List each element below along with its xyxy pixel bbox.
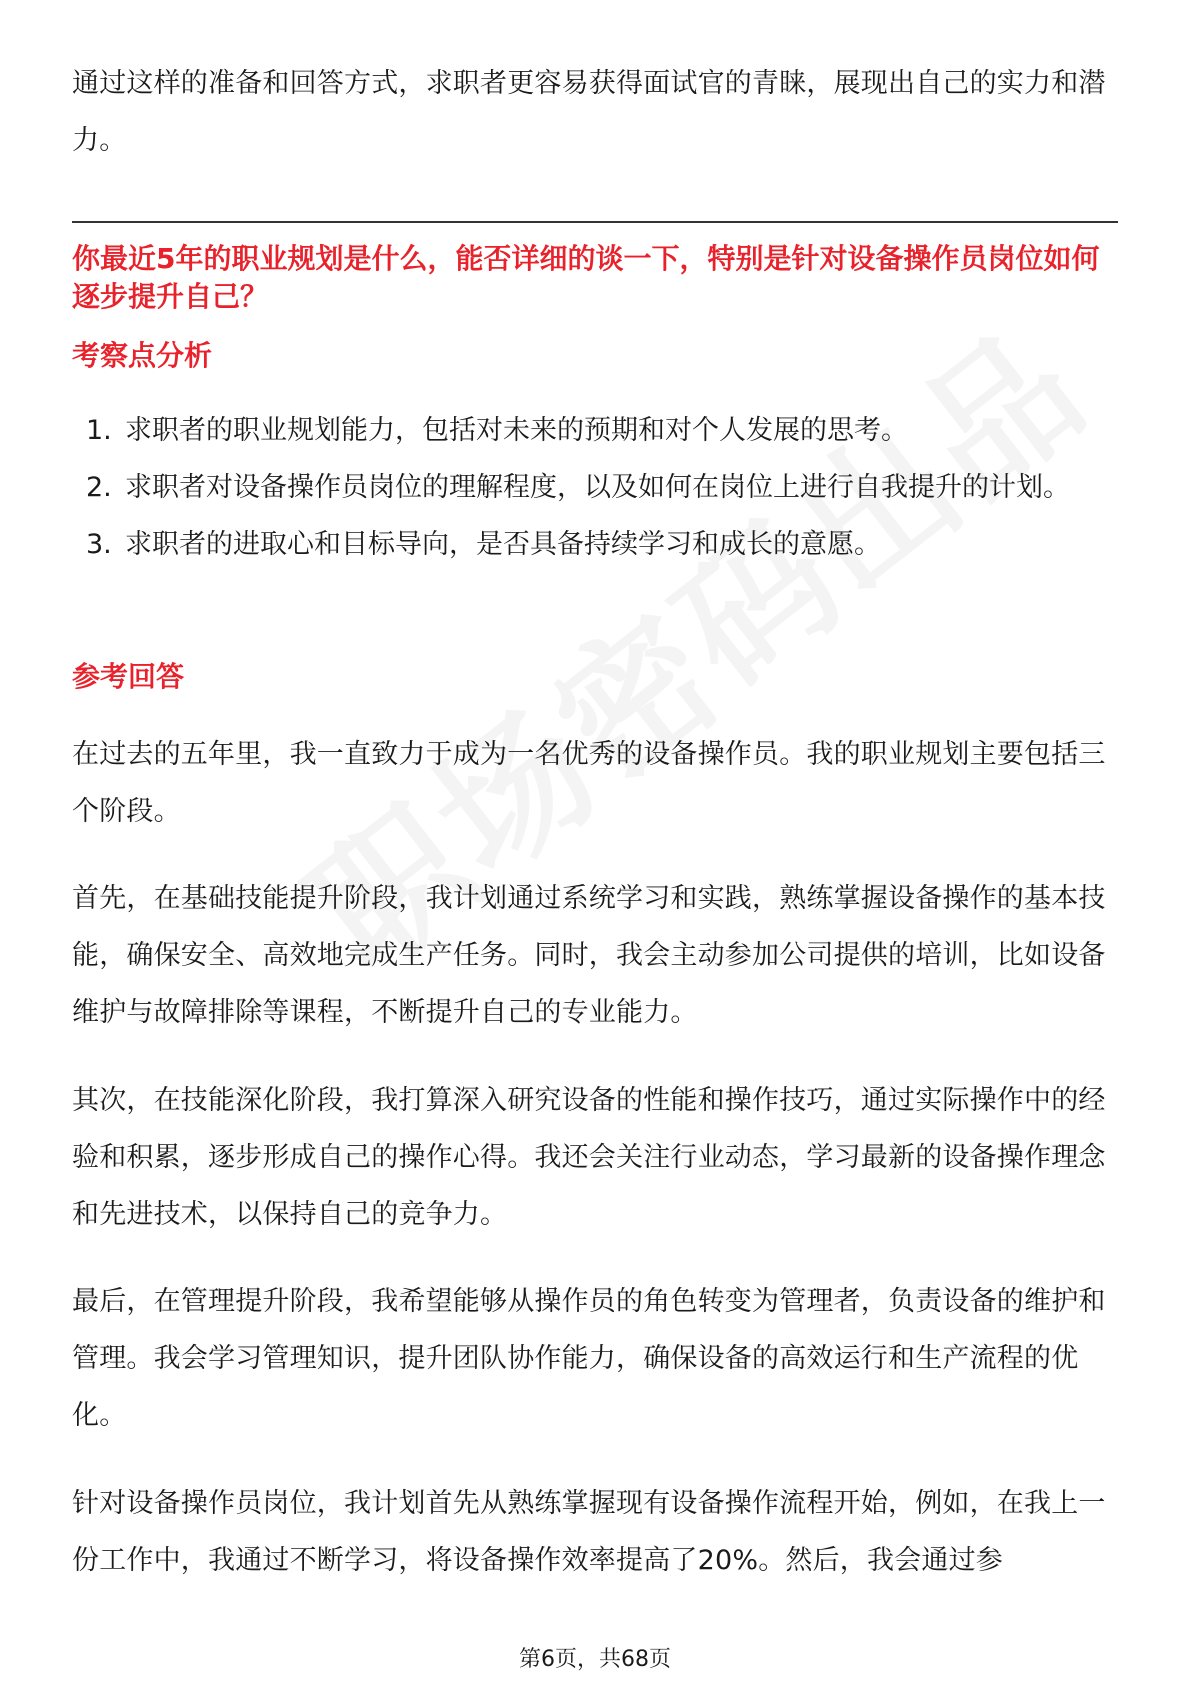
list-item-text: 求职者的职业规划能力，包括对未来的预期和对个人发展的思考。 [125,415,908,446]
answer-paragraph: 在过去的五年里，我一直致力于成为一名优秀的设备操作员。我的职业规划主要包括三个阶段。 [72,739,1106,827]
list-item [72,402,1118,459]
page-footer: 第6页，共68页 [519,1647,671,1672]
list-item-text: 求职者对设备操作员岗位的理解程度，以及如何在岗位上进行自我提升的计划。 [125,472,1070,503]
list-item-text: 求职者的进取心和目标导向，是否具备持续学习和成长的意愿。 [125,529,881,560]
answer-paragraph: 其次，在技能深化阶段，我打算深入研究设备的性能和操作技巧，通过实际操作中的经验和积累，逐步形成自己的操作心得。我还会关注行业动态，学习最新的设备操作理念和先进技术，以保持自己的竞争力。 [72,1085,1106,1230]
analysis-list [72,402,1118,573]
list-number: 2. [86,472,112,503]
section-divider [72,221,1118,223]
question-title: 你最近5年的职业规划是什么，能否详细的谈一下，特别是针对设备操作员岗位如何逐步提升自己？ [72,242,1100,313]
answer-paragraph: 针对设备操作员岗位，我计划首先从熟练掌握现有设备操作流程开始，例如，在我上一份工作中，我通过不断学习，将设备操作效率提高了20%。然后，我会通过参 [72,1488,1106,1576]
list-number: 3. [86,529,112,560]
intro-paragraph: 通过这样的准备和回答方式，求职者更容易获得面试官的青睐，展现出自己的实力和潜力。 [72,68,1106,156]
analysis-heading: 考察点分析 [72,339,213,372]
answer-paragraph: 首先，在基础技能提升阶段，我计划通过系统学习和实践，熟练掌握设备操作的基本技能，确保安全、高效地完成生产任务。同时，我会主动参加公司提供的培训，比如设备维护与故障排除等课程，不断提升自己的专业能力。 [72,883,1106,1028]
list-item [72,459,1118,516]
list-item [72,516,1118,573]
answer-heading: 参考回答 [72,660,185,693]
answer-paragraph: 最后，在管理提升阶段，我希望能够从操作员的角色转变为管理者，负责设备的维护和管理。我会学习管理知识，提升团队协作能力，确保设备的高效运行和生产流程的优化。 [72,1286,1106,1431]
list-number: 1. [86,415,112,446]
